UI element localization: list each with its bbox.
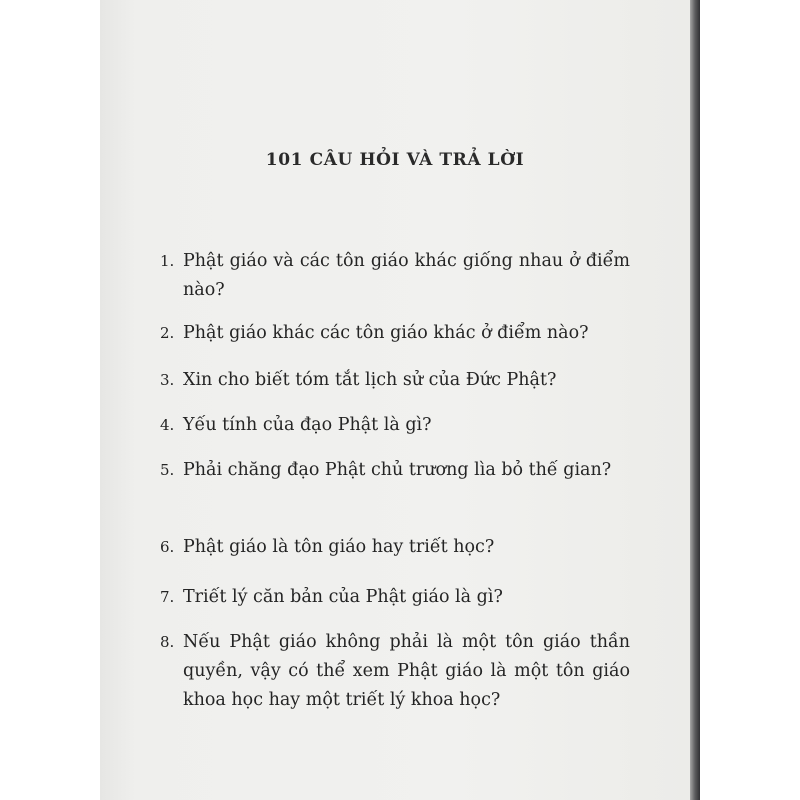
question-text: Phật giáo và các tôn giáo khác giống nhau ở điểm nào?	[183, 251, 630, 300]
question-text: Phật giáo là tôn giáo hay triết học?	[183, 537, 495, 557]
question-item	[160, 411, 630, 440]
question-text: Yếu tính của đạo Phật là gì?	[183, 415, 432, 435]
question-text: Nếu Phật giáo không phải là một tôn giáo thần quyền, vậy có thể xem Phật giáo là một tôn giáo khoa học hay một triết lý khoa học?	[183, 632, 630, 710]
question-number: 6.	[160, 538, 175, 556]
question-item	[160, 533, 630, 562]
page-title: 101 CÂU HỎI VÀ TRẢ LỜI	[265, 150, 525, 170]
question-text: Phải chăng đạo Phật chủ trương lìa bỏ thế gian?	[183, 460, 612, 480]
question-number: 7.	[160, 588, 175, 606]
question-item	[160, 583, 630, 612]
question-text: Xin cho biết tóm tắt lịch sử của Đức Phật?	[183, 370, 557, 390]
question-item	[160, 628, 630, 715]
question-number: 2.	[160, 324, 175, 342]
question-number: 4.	[160, 416, 175, 434]
question-text: Phật giáo khác các tôn giáo khác ở điểm nào?	[183, 323, 589, 343]
question-number: 8.	[160, 633, 175, 651]
question-number: 3.	[160, 371, 175, 389]
question-item	[160, 247, 630, 305]
question-text: Triết lý căn bản của Phật giáo là gì?	[183, 587, 503, 607]
question-item	[160, 456, 630, 485]
book-spine-shadow	[690, 0, 700, 800]
question-item	[160, 319, 630, 348]
question-number: 1.	[160, 252, 175, 270]
question-item	[160, 366, 630, 395]
question-number: 5.	[160, 461, 175, 479]
